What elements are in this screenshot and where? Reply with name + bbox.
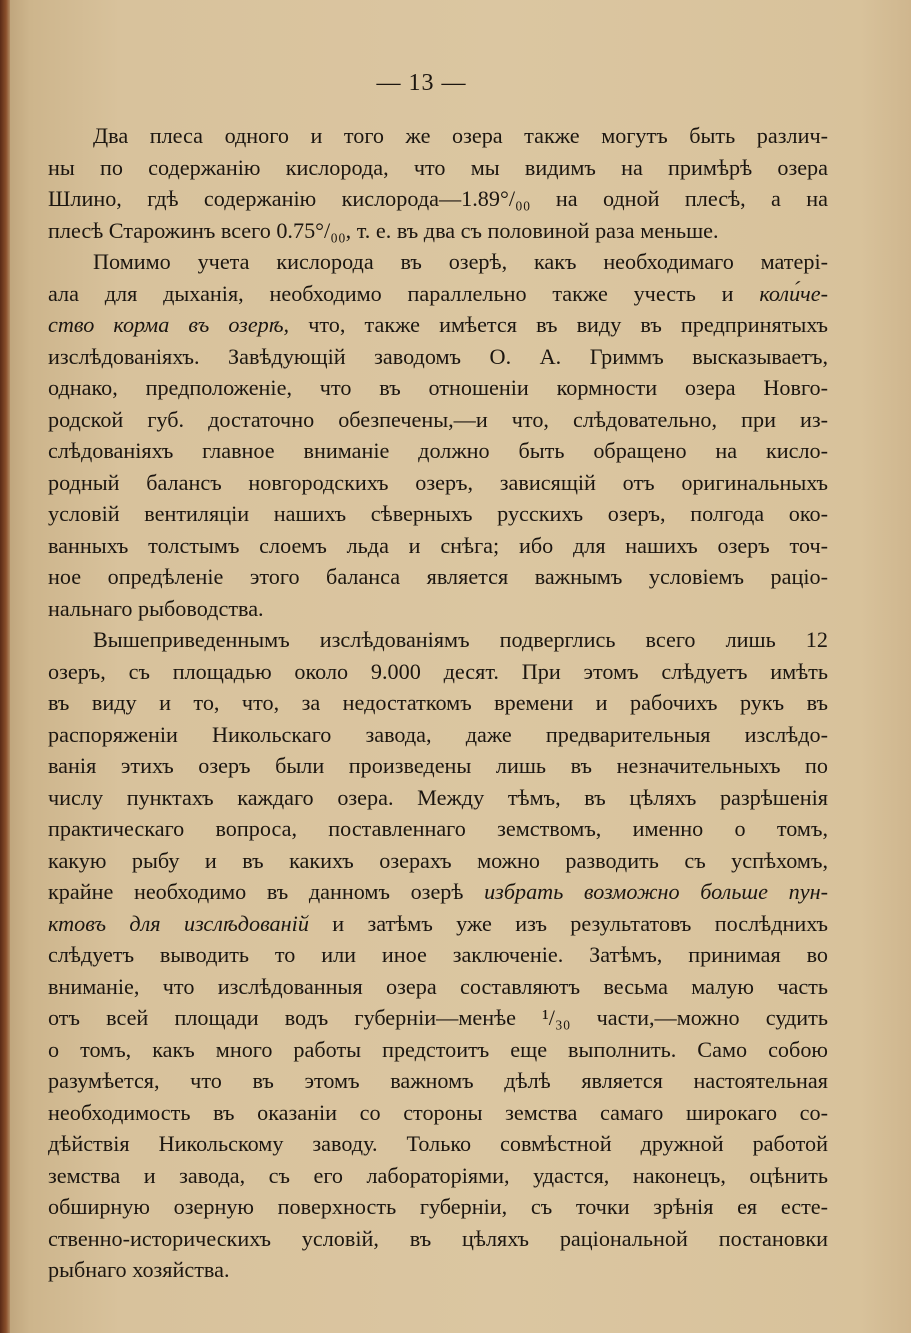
- text-line: Шлино, гдѣ содержанію кислорода—1.89°/₀₀ на одной плесѣ, а на: [48, 186, 828, 211]
- text-line: необходимость въ оказаніи со стороны земства самаго широкаго со-: [48, 1099, 828, 1125]
- page-number: — 13 —: [376, 70, 467, 96]
- text-line: слѣдованіяхъ главное вниманіе должно быть обращено на кисло-: [48, 438, 828, 463]
- text-line: распоряженіи Никольскаго завода, даже предварительныя изслѣдо-: [48, 721, 828, 747]
- text-line: плесѣ Старожинъ всего 0.75°/₀₀, т. е. въ два съ половиной раза меньше.: [48, 217, 719, 243]
- text-line: дѣйствія Никольскому заводу. Только совмѣстной дружной работой: [48, 1131, 828, 1156]
- text-line: родный балансъ новгородскихъ озеръ, зависящій отъ оригинальныхъ: [48, 469, 828, 495]
- text-line: практическаго вопроса, поставленнаго земствомъ, именно о томъ,: [48, 816, 828, 841]
- text-line: въ виду и то, что, за недостаткомъ времени и рабочихъ рукъ въ: [48, 690, 828, 715]
- text-line: рыбнаго хозяйства.: [48, 1257, 230, 1282]
- text-line: отъ всей площади водъ губерніи—менѣе ¹/₃₀ части,—можно судить: [48, 1005, 828, 1030]
- text-line: нальнаго рыбоводства.: [48, 595, 264, 621]
- text-line: Вышеприведеннымъ изслѣдованіямъ подверглись всего лишь 12: [93, 627, 828, 652]
- text-line: однако, предположеніе, что въ отношеніи кормности озера Новго-: [48, 375, 828, 400]
- text-line: Помимо учета кислорода въ озерѣ, какъ необходимаго матері-: [93, 249, 828, 274]
- text-line: ванныхъ толстымъ слоемъ льда и снѣга; ибо для нашихъ озеръ точ-: [48, 532, 828, 558]
- text-line: ное опредѣленіе этого баланса является важнымъ условіемъ раціо-: [48, 564, 828, 589]
- text-line: ванія этихъ озеръ были произведены лишь въ незначительныхъ по: [48, 753, 828, 778]
- text-line: о томъ, какъ много работы предстоитъ еще выполнить. Само собою: [48, 1036, 828, 1062]
- text-line: ство корма въ озерѣ, что, также имѣется въ виду въ предпринятыхъ: [48, 312, 828, 337]
- text-line: озеръ, съ площадью около 9.000 десят. При этомъ слѣдуетъ имѣть: [48, 658, 828, 684]
- text-line: Два плеса одного и того же озера также могутъ быть различ-: [93, 123, 828, 148]
- text-line: родской губ. достаточно обезпечены,—и что, слѣдовательно, при из-: [48, 406, 828, 432]
- text-line: разумѣется, что въ этомъ важномъ дѣлѣ является настоятельная: [48, 1068, 828, 1093]
- book-binding-edge: [0, 0, 10, 1333]
- text-line: ны по содержанію кислорода, что мы видимъ на примѣрѣ озера: [48, 154, 828, 180]
- text-line: ала для дыханія, необходимо параллельно также учесть и коли́че-: [48, 280, 828, 306]
- text-line: ктовъ для изслѣдованій и затѣмъ уже изъ результатовъ послѣднихъ: [48, 910, 828, 936]
- text-line: земства и завода, съ его лабораторіями, удастся, наконецъ, оцѣнить: [48, 1162, 828, 1188]
- text-line: слѣдуетъ выводить то или иное заключеніе. Затѣмъ, принимая во: [48, 942, 828, 967]
- body-text: [48, 120, 828, 1286]
- text-line: числу пунктахъ каждаго озера. Между тѣмъ, въ цѣляхъ разрѣшенія: [48, 784, 828, 810]
- text-line: условій вентиляціи нашихъ сѣверныхъ русскихъ озеръ, полгода око-: [48, 501, 828, 526]
- text-line: какую рыбу и въ какихъ озерахъ можно разводить съ успѣхомъ,: [48, 847, 828, 873]
- text-line: вниманіе, что изслѣдованныя озера составляютъ весьма малую часть: [48, 973, 828, 999]
- text-line: обширную озерную поверхность губерніи, съ точки зрѣнія ея есте-: [48, 1194, 828, 1219]
- text-line: изслѣдованіяхъ. Завѣдующій заводомъ О. А. Гриммъ высказываетъ,: [48, 343, 828, 369]
- text-line: крайне необходимо въ данномъ озерѣ избрать возможно больше пун-: [48, 879, 828, 904]
- text-line: ственно-историческихъ условій, въ цѣляхъ раціональной постановки: [48, 1225, 828, 1251]
